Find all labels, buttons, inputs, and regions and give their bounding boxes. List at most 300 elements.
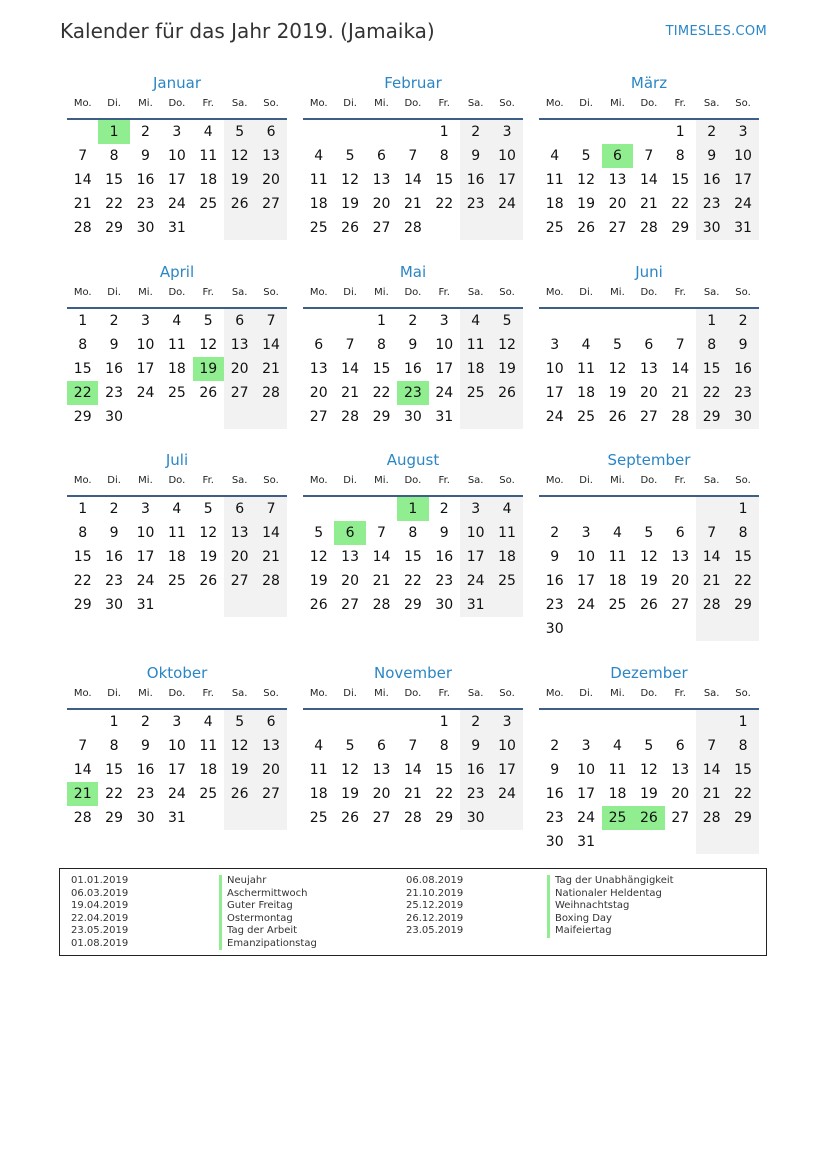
day-cell[interactable]: 17 <box>167 762 186 778</box>
day-cell[interactable]: 31 <box>460 593 491 617</box>
day-cell[interactable]: 16 <box>460 168 491 192</box>
day-cell[interactable]: 29 <box>73 409 92 425</box>
day-cell[interactable]: 2 <box>141 124 150 140</box>
day-cell[interactable]: 29 <box>435 810 454 826</box>
day-cell[interactable]: 4 <box>613 738 622 754</box>
day-cell[interactable]: 23 <box>136 786 155 802</box>
day-cell[interactable]: 4 <box>203 714 213 730</box>
day-cell[interactable]: 18 <box>199 762 218 778</box>
day-cell[interactable]: 12 <box>224 144 255 168</box>
day-cell[interactable]: 28 <box>403 810 422 826</box>
day-cell[interactable]: 29 <box>372 409 391 425</box>
day-cell[interactable]: 15 <box>73 361 92 377</box>
day-cell[interactable]: 30 <box>545 834 564 850</box>
day-cell[interactable]: 15 <box>403 549 422 565</box>
day-cell[interactable]: 17 <box>727 168 758 192</box>
day-cell[interactable]: 30 <box>105 597 123 613</box>
day-cell[interactable]: 31 <box>727 216 758 240</box>
day-cell[interactable]: 19 <box>309 573 328 589</box>
day-cell[interactable]: 13 <box>372 172 391 188</box>
day-cell[interactable]: 9 <box>550 549 560 565</box>
day-cell[interactable]: 5 <box>345 738 355 754</box>
day-cell[interactable]: 7 <box>78 738 88 754</box>
day-cell[interactable]: 18 <box>460 357 491 381</box>
day-cell[interactable]: 25 <box>199 786 218 802</box>
day-cell[interactable]: 31 <box>167 810 186 826</box>
day-cell[interactable]: 17 <box>577 786 595 802</box>
day-cell[interactable]: 20 <box>341 573 359 589</box>
day-cell[interactable]: 28 <box>696 806 727 830</box>
day-cell[interactable]: 3 <box>141 501 150 517</box>
day-cell[interactable]: 9 <box>141 148 150 164</box>
day-cell[interactable]: 27 <box>255 782 286 806</box>
day-cell[interactable]: 24 <box>577 597 595 613</box>
day-cell[interactable]: 10 <box>136 525 155 541</box>
day-cell[interactable]: 30 <box>435 597 454 613</box>
day-cell[interactable]: 3 <box>727 120 758 144</box>
day-cell[interactable]: 9 <box>460 734 491 758</box>
day-cell[interactable]: 23 <box>397 381 428 405</box>
day-cell[interactable]: 24 <box>167 196 186 212</box>
day-cell[interactable]: 7 <box>377 525 386 541</box>
day-cell[interactable]: 12 <box>639 549 658 565</box>
day-cell[interactable]: 13 <box>608 172 627 188</box>
day-cell[interactable]: 16 <box>545 573 564 589</box>
day-cell[interactable]: 19 <box>577 196 595 212</box>
day-cell[interactable]: 22 <box>67 381 98 405</box>
day-cell[interactable]: 24 <box>167 786 186 802</box>
day-cell[interactable]: 23 <box>545 810 564 826</box>
day-cell[interactable]: 13 <box>255 144 286 168</box>
day-cell[interactable]: 2 <box>550 738 560 754</box>
day-cell[interactable]: 13 <box>309 361 328 377</box>
day-cell[interactable]: 22 <box>727 569 758 593</box>
day-cell[interactable]: 6 <box>224 309 255 333</box>
day-cell[interactable]: 22 <box>73 573 92 589</box>
day-cell[interactable]: 13 <box>671 762 690 778</box>
day-cell[interactable]: 27 <box>255 192 286 216</box>
day-cell[interactable]: 4 <box>581 337 591 353</box>
day-cell[interactable]: 27 <box>309 409 328 425</box>
day-cell[interactable]: 15 <box>105 762 123 778</box>
day-cell[interactable]: 26 <box>491 381 522 405</box>
day-cell[interactable]: 20 <box>224 357 255 381</box>
day-cell[interactable]: 1 <box>675 124 685 140</box>
day-cell[interactable]: 12 <box>491 333 522 357</box>
day-cell[interactable]: 22 <box>671 196 690 212</box>
day-cell[interactable]: 30 <box>136 810 155 826</box>
day-cell[interactable]: 17 <box>136 361 155 377</box>
day-cell[interactable]: 12 <box>577 172 595 188</box>
day-cell[interactable]: 7 <box>408 148 418 164</box>
day-cell[interactable]: 15 <box>73 549 92 565</box>
day-cell[interactable]: 6 <box>224 497 255 521</box>
day-cell[interactable]: 14 <box>403 762 422 778</box>
day-cell[interactable]: 10 <box>545 361 564 377</box>
day-cell[interactable]: 15 <box>105 172 123 188</box>
day-cell[interactable]: 27 <box>608 220 627 236</box>
day-cell[interactable]: 11 <box>577 361 595 377</box>
day-cell[interactable]: 2 <box>550 525 560 541</box>
day-cell[interactable]: 14 <box>73 762 92 778</box>
day-cell[interactable]: 2 <box>727 309 758 333</box>
day-cell[interactable]: 29 <box>105 220 123 236</box>
day-cell[interactable]: 6 <box>334 521 365 545</box>
day-cell[interactable]: 20 <box>224 545 255 569</box>
day-cell[interactable]: 4 <box>172 501 182 517</box>
day-cell[interactable]: 3 <box>439 313 449 329</box>
day-cell[interactable]: 7 <box>78 148 88 164</box>
day-cell[interactable]: 1 <box>78 501 88 517</box>
day-cell[interactable]: 31 <box>136 597 155 613</box>
day-cell[interactable]: 6 <box>644 337 654 353</box>
day-cell[interactable]: 25 <box>309 810 328 826</box>
day-cell[interactable]: 21 <box>73 196 92 212</box>
day-cell[interactable]: 19 <box>199 549 218 565</box>
day-cell[interactable]: 20 <box>372 196 391 212</box>
day-cell[interactable]: 15 <box>372 361 391 377</box>
day-cell[interactable]: 24 <box>491 192 522 216</box>
day-cell[interactable]: 12 <box>341 172 359 188</box>
day-cell[interactable]: 6 <box>255 120 286 144</box>
day-cell[interactable]: 1 <box>439 714 449 730</box>
day-cell[interactable]: 28 <box>372 597 391 613</box>
day-cell[interactable]: 19 <box>341 196 359 212</box>
day-cell[interactable]: 1 <box>109 714 119 730</box>
day-cell[interactable]: 18 <box>309 786 328 802</box>
day-cell[interactable]: 21 <box>403 196 422 212</box>
day-cell[interactable]: 9 <box>141 738 150 754</box>
day-cell[interactable]: 24 <box>491 782 522 806</box>
day-cell[interactable]: 15 <box>727 758 758 782</box>
day-cell[interactable]: 28 <box>341 409 359 425</box>
day-cell[interactable]: 5 <box>203 501 213 517</box>
day-cell[interactable]: 17 <box>460 545 491 569</box>
day-cell[interactable]: 12 <box>309 549 328 565</box>
day-cell[interactable]: 26 <box>224 782 255 806</box>
day-cell[interactable]: 11 <box>608 549 627 565</box>
day-cell[interactable]: 8 <box>109 738 119 754</box>
day-cell[interactable]: 12 <box>224 734 255 758</box>
day-cell[interactable]: 14 <box>372 549 391 565</box>
day-cell[interactable]: 22 <box>105 786 123 802</box>
day-cell[interactable]: 1 <box>727 497 758 521</box>
day-cell[interactable]: 16 <box>460 758 491 782</box>
day-cell[interactable]: 2 <box>460 710 491 734</box>
day-cell[interactable]: 21 <box>671 385 690 401</box>
day-cell[interactable]: 11 <box>608 762 627 778</box>
day-cell[interactable]: 19 <box>224 168 255 192</box>
day-cell[interactable]: 4 <box>314 148 324 164</box>
day-cell[interactable]: 30 <box>403 409 422 425</box>
day-cell[interactable]: 24 <box>460 569 491 593</box>
day-cell[interactable]: 2 <box>109 313 119 329</box>
day-cell[interactable]: 10 <box>727 144 758 168</box>
day-cell[interactable]: 27 <box>671 597 690 613</box>
day-cell[interactable]: 8 <box>109 148 119 164</box>
day-cell[interactable]: 23 <box>460 192 491 216</box>
day-cell[interactable]: 1 <box>98 120 129 144</box>
day-cell[interactable]: 16 <box>136 172 155 188</box>
day-cell[interactable]: 28 <box>403 220 422 236</box>
day-cell[interactable]: 3 <box>172 714 182 730</box>
day-cell[interactable]: 17 <box>577 573 595 589</box>
day-cell[interactable]: 31 <box>435 409 454 425</box>
day-cell[interactable]: 5 <box>644 738 654 754</box>
day-cell[interactable]: 22 <box>727 782 758 806</box>
day-cell[interactable]: 26 <box>341 220 359 236</box>
day-cell[interactable]: 14 <box>255 333 286 357</box>
day-cell[interactable]: 8 <box>727 734 758 758</box>
day-cell[interactable]: 18 <box>167 549 186 565</box>
day-cell[interactable]: 26 <box>309 597 328 613</box>
day-cell[interactable]: 18 <box>577 385 595 401</box>
day-cell[interactable]: 27 <box>671 810 690 826</box>
day-cell[interactable]: 24 <box>435 385 454 401</box>
day-cell[interactable]: 11 <box>167 337 186 353</box>
day-cell[interactable]: 30 <box>545 621 564 637</box>
day-cell[interactable]: 11 <box>199 738 218 754</box>
day-cell[interactable]: 20 <box>639 385 658 401</box>
day-cell[interactable]: 3 <box>460 497 491 521</box>
day-cell[interactable]: 12 <box>199 525 218 541</box>
day-cell[interactable]: 27 <box>639 409 658 425</box>
day-cell[interactable]: 28 <box>671 409 690 425</box>
day-cell[interactable]: 19 <box>608 385 627 401</box>
day-cell[interactable]: 21 <box>696 782 727 806</box>
day-cell[interactable]: 17 <box>545 385 564 401</box>
day-cell[interactable]: 8 <box>408 525 418 541</box>
day-cell[interactable]: 14 <box>671 361 690 377</box>
day-cell[interactable]: 14 <box>696 758 727 782</box>
day-cell[interactable]: 20 <box>671 573 690 589</box>
day-cell[interactable]: 28 <box>255 569 286 593</box>
day-cell[interactable]: 27 <box>372 220 391 236</box>
day-cell[interactable]: 30 <box>136 220 155 236</box>
day-cell[interactable]: 1 <box>78 313 88 329</box>
day-cell[interactable]: 5 <box>491 309 522 333</box>
day-cell[interactable]: 16 <box>696 168 727 192</box>
day-cell[interactable]: 18 <box>309 196 328 212</box>
day-cell[interactable]: 26 <box>199 573 218 589</box>
day-cell[interactable]: 10 <box>577 549 595 565</box>
day-cell[interactable]: 10 <box>577 762 595 778</box>
day-cell[interactable]: 26 <box>608 409 627 425</box>
day-cell[interactable]: 29 <box>403 597 422 613</box>
day-cell[interactable]: 13 <box>671 549 690 565</box>
day-cell[interactable]: 6 <box>377 738 386 754</box>
day-cell[interactable]: 25 <box>608 597 627 613</box>
day-cell[interactable]: 16 <box>545 786 564 802</box>
day-cell[interactable]: 15 <box>671 172 690 188</box>
day-cell[interactable]: 15 <box>696 357 727 381</box>
day-cell[interactable]: 28 <box>639 220 658 236</box>
day-cell[interactable]: 5 <box>203 313 213 329</box>
day-cell[interactable]: 17 <box>491 168 522 192</box>
day-cell[interactable]: 8 <box>727 521 758 545</box>
day-cell[interactable]: 17 <box>435 361 454 377</box>
day-cell[interactable]: 2 <box>460 120 491 144</box>
day-cell[interactable]: 1 <box>696 309 727 333</box>
day-cell[interactable]: 25 <box>491 569 522 593</box>
day-cell[interactable]: 11 <box>545 172 564 188</box>
day-cell[interactable]: 19 <box>341 786 359 802</box>
day-cell[interactable]: 27 <box>372 810 391 826</box>
day-cell[interactable]: 14 <box>403 172 422 188</box>
day-cell[interactable]: 26 <box>633 806 664 830</box>
day-cell[interactable]: 20 <box>255 168 286 192</box>
day-cell[interactable]: 9 <box>439 525 449 541</box>
day-cell[interactable]: 4 <box>550 148 560 164</box>
day-cell[interactable]: 14 <box>255 521 286 545</box>
day-cell[interactable]: 25 <box>199 196 218 212</box>
day-cell[interactable]: 1 <box>377 313 386 329</box>
day-cell[interactable]: 23 <box>105 573 123 589</box>
day-cell[interactable]: 25 <box>167 385 186 401</box>
day-cell[interactable]: 10 <box>491 144 522 168</box>
day-cell[interactable]: 12 <box>341 762 359 778</box>
day-cell[interactable]: 18 <box>491 545 522 569</box>
day-cell[interactable]: 6 <box>602 144 633 168</box>
day-cell[interactable]: 18 <box>545 196 564 212</box>
day-cell[interactable]: 2 <box>141 714 150 730</box>
day-cell[interactable]: 17 <box>167 172 186 188</box>
day-cell[interactable]: 5 <box>345 148 355 164</box>
day-cell[interactable]: 27 <box>224 569 255 593</box>
day-cell[interactable]: 14 <box>73 172 92 188</box>
day-cell[interactable]: 4 <box>203 124 213 140</box>
day-cell[interactable]: 11 <box>167 525 186 541</box>
day-cell[interactable]: 7 <box>408 738 418 754</box>
day-cell[interactable]: 1 <box>727 710 758 734</box>
day-cell[interactable]: 11 <box>309 762 328 778</box>
day-cell[interactable]: 13 <box>255 734 286 758</box>
day-cell[interactable]: 12 <box>639 762 658 778</box>
day-cell[interactable]: 19 <box>491 357 522 381</box>
day-cell[interactable]: 26 <box>341 810 359 826</box>
day-cell[interactable]: 29 <box>727 806 758 830</box>
day-cell[interactable]: 4 <box>172 313 182 329</box>
day-cell[interactable]: 21 <box>255 545 286 569</box>
day-cell[interactable]: 9 <box>408 337 418 353</box>
day-cell[interactable]: 2 <box>408 313 418 329</box>
day-cell[interactable]: 24 <box>727 192 758 216</box>
day-cell[interactable]: 25 <box>460 381 491 405</box>
day-cell[interactable]: 14 <box>696 545 727 569</box>
day-cell[interactable]: 8 <box>377 337 386 353</box>
day-cell[interactable]: 3 <box>491 120 522 144</box>
day-cell[interactable]: 7 <box>696 521 727 545</box>
day-cell[interactable]: 30 <box>460 806 491 830</box>
day-cell[interactable]: 23 <box>727 381 758 405</box>
day-cell[interactable]: 6 <box>675 738 685 754</box>
day-cell[interactable]: 9 <box>109 525 119 541</box>
day-cell[interactable]: 22 <box>403 573 422 589</box>
day-cell[interactable]: 1 <box>397 497 428 521</box>
day-cell[interactable]: 21 <box>639 196 658 212</box>
day-cell[interactable]: 2 <box>109 501 119 517</box>
day-cell[interactable]: 14 <box>639 172 658 188</box>
day-cell[interactable]: 13 <box>224 333 255 357</box>
day-cell[interactable]: 23 <box>460 782 491 806</box>
day-cell[interactable]: 15 <box>727 545 758 569</box>
day-cell[interactable]: 13 <box>224 521 255 545</box>
day-cell[interactable]: 9 <box>550 762 560 778</box>
day-cell[interactable]: 29 <box>73 597 92 613</box>
day-cell[interactable]: 22 <box>435 196 454 212</box>
day-cell[interactable]: 5 <box>613 337 622 353</box>
day-cell[interactable]: 3 <box>141 313 150 329</box>
day-cell[interactable]: 15 <box>435 762 454 778</box>
day-cell[interactable]: 30 <box>727 405 758 429</box>
day-cell[interactable]: 24 <box>577 810 595 826</box>
day-cell[interactable]: 7 <box>255 497 286 521</box>
day-cell[interactable]: 28 <box>73 810 92 826</box>
day-cell[interactable]: 21 <box>372 573 391 589</box>
day-cell[interactable]: 30 <box>696 216 727 240</box>
day-cell[interactable]: 18 <box>608 786 627 802</box>
day-cell[interactable]: 22 <box>696 381 727 405</box>
day-cell[interactable]: 8 <box>675 148 685 164</box>
day-cell[interactable]: 10 <box>435 337 454 353</box>
day-cell[interactable]: 4 <box>314 738 324 754</box>
day-cell[interactable]: 8 <box>78 337 88 353</box>
day-cell[interactable]: 3 <box>581 738 591 754</box>
day-cell[interactable]: 31 <box>577 834 595 850</box>
day-cell[interactable]: 7 <box>675 337 685 353</box>
day-cell[interactable]: 27 <box>224 381 255 405</box>
day-cell[interactable]: 23 <box>545 597 564 613</box>
day-cell[interactable]: 26 <box>224 192 255 216</box>
day-cell[interactable]: 23 <box>105 385 123 401</box>
day-cell[interactable]: 3 <box>550 337 560 353</box>
day-cell[interactable]: 28 <box>73 220 92 236</box>
day-cell[interactable]: 10 <box>491 734 522 758</box>
site-logo-text[interactable]: TIMESLES.COM <box>665 24 767 39</box>
day-cell[interactable]: 13 <box>639 361 658 377</box>
day-cell[interactable]: 24 <box>136 385 155 401</box>
day-cell[interactable]: 5 <box>644 525 654 541</box>
day-cell[interactable]: 22 <box>105 196 123 212</box>
day-cell[interactable]: 7 <box>644 148 654 164</box>
day-cell[interactable]: 28 <box>255 381 286 405</box>
day-cell[interactable]: 25 <box>577 409 595 425</box>
day-cell[interactable]: 21 <box>67 782 98 806</box>
day-cell[interactable]: 25 <box>309 220 328 236</box>
day-cell[interactable]: 19 <box>224 758 255 782</box>
day-cell[interactable]: 13 <box>341 549 359 565</box>
day-cell[interactable]: 2 <box>439 501 449 517</box>
day-cell[interactable]: 6 <box>255 710 286 734</box>
day-cell[interactable]: 15 <box>435 172 454 188</box>
day-cell[interactable]: 25 <box>545 220 564 236</box>
day-cell[interactable]: 16 <box>136 762 155 778</box>
day-cell[interactable]: 5 <box>224 710 255 734</box>
day-cell[interactable]: 29 <box>105 810 123 826</box>
day-cell[interactable]: 20 <box>309 385 328 401</box>
day-cell[interactable]: 30 <box>105 409 123 425</box>
day-cell[interactable]: 7 <box>345 337 355 353</box>
day-cell[interactable]: 20 <box>372 786 391 802</box>
day-cell[interactable]: 29 <box>671 220 690 236</box>
day-cell[interactable]: 16 <box>105 361 123 377</box>
day-cell[interactable]: 8 <box>439 148 449 164</box>
day-cell[interactable]: 17 <box>136 549 155 565</box>
day-cell[interactable]: 19 <box>639 573 658 589</box>
day-cell[interactable]: 9 <box>696 144 727 168</box>
day-cell[interactable]: 18 <box>608 573 627 589</box>
day-cell[interactable]: 1 <box>439 124 449 140</box>
